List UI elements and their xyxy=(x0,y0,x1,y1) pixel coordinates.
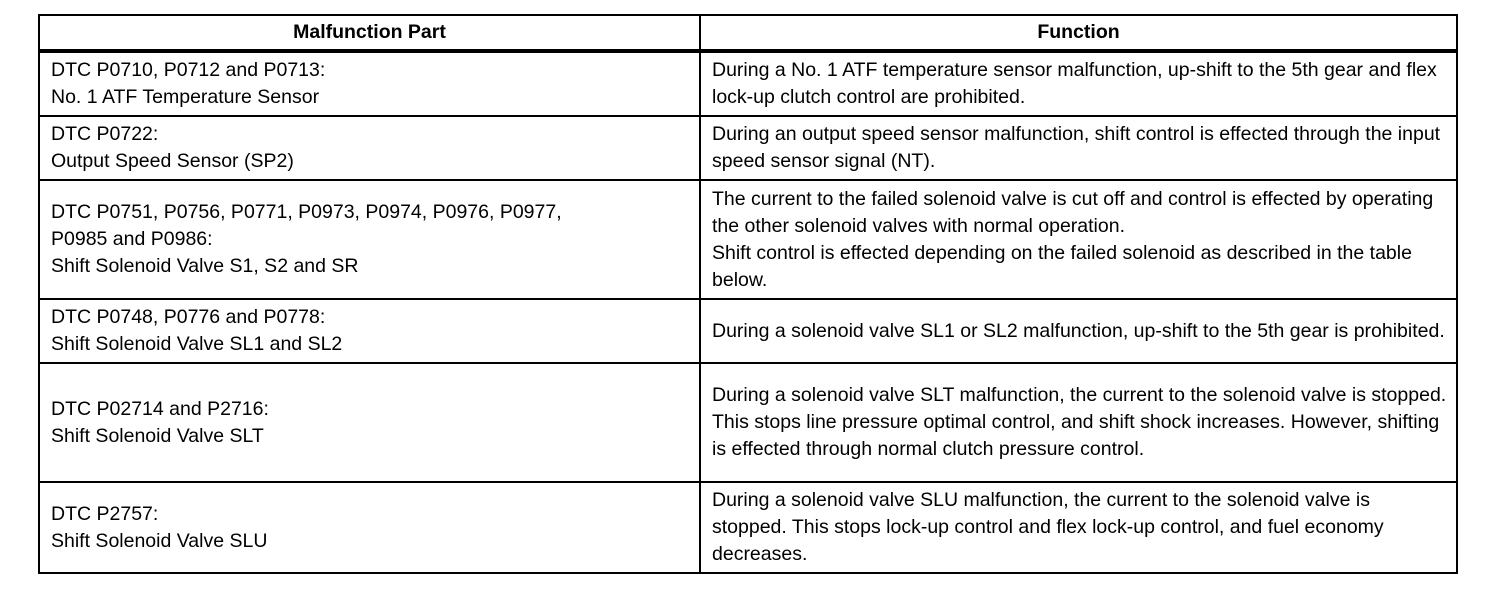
part-line: No. 1 ATF Temperature Sensor xyxy=(51,86,320,108)
function-text: During an output speed sensor malfunction, shift control is effected through the input speed sensor signal (NT). xyxy=(712,123,1441,172)
table-row xyxy=(39,116,1457,180)
function-cell xyxy=(700,299,1457,363)
malfunction-part-cell xyxy=(39,363,700,482)
malfunction-part-cell xyxy=(39,482,700,573)
malfunction-table xyxy=(38,14,1458,574)
function-cell xyxy=(700,51,1457,116)
table-header-row xyxy=(39,15,1457,51)
table-row xyxy=(39,363,1457,482)
malfunction-part-cell xyxy=(39,299,700,363)
function-cell xyxy=(700,363,1457,482)
header-function: Function xyxy=(700,15,1457,51)
function-text: During a solenoid valve SLU malfunction, the current to the solenoid valve is stopped. This stops lock-up control and flex lock-up control, and fuel economy decreases. xyxy=(712,489,1384,565)
function-text: During a solenoid valve SL1 or SL2 malfunction, up-shift to the 5th gear is prohibited. xyxy=(712,319,1445,342)
malfunction-part-cell xyxy=(39,116,700,180)
part-line: Shift Solenoid Valve SL1 and SL2 xyxy=(51,333,343,355)
function-text: During a solenoid valve SLT malfunction, the current to the solenoid valve is stopped. This stops line pressure optimal control, and shift shock increases. However, shifting is effected through normal clutch pressure control. xyxy=(712,384,1447,460)
function-cell xyxy=(700,180,1457,299)
malfunction-part-cell xyxy=(39,180,700,299)
part-line: DTC P0722: xyxy=(51,123,159,145)
part-line: Shift Solenoid Valve SLT xyxy=(51,424,264,447)
table-row xyxy=(39,51,1457,116)
table-row xyxy=(39,180,1457,299)
part-line: DTC P0710, P0712 and P0713: xyxy=(51,59,326,81)
function-text: The current to the failed solenoid valve is cut off and control is effected by operating the other solenoid valves with normal operation. xyxy=(712,187,1434,237)
part-line: DTC P2757: xyxy=(51,502,159,525)
function-cell xyxy=(700,116,1457,180)
part-line: DTC P0748, P0776 and P0778: xyxy=(51,306,326,328)
part-line: Shift Solenoid Valve S1, S2 and SR xyxy=(51,255,359,277)
header-malfunction-part: Malfunction Part xyxy=(39,15,700,51)
function-cell xyxy=(700,482,1457,573)
function-text: During a No. 1 ATF temperature sensor malfunction, up-shift to the 5th gear and flex lock-up clutch control are prohibited. xyxy=(712,59,1437,108)
table-row xyxy=(39,299,1457,363)
part-line: Output Speed Sensor (SP2) xyxy=(51,150,294,172)
function-text: Shift control is effected depending on the failed solenoid as described in the table below. xyxy=(712,241,1412,291)
part-line: DTC P02714 and P2716: xyxy=(51,397,269,420)
table-row xyxy=(39,482,1457,573)
part-line: P0985 and P0986: xyxy=(51,228,213,250)
part-line: DTC P0751, P0756, P0771, P0973, P0974, P0976, P0977, xyxy=(51,201,562,223)
part-line: Shift Solenoid Valve SLU xyxy=(51,529,268,552)
malfunction-part-cell xyxy=(39,51,700,116)
